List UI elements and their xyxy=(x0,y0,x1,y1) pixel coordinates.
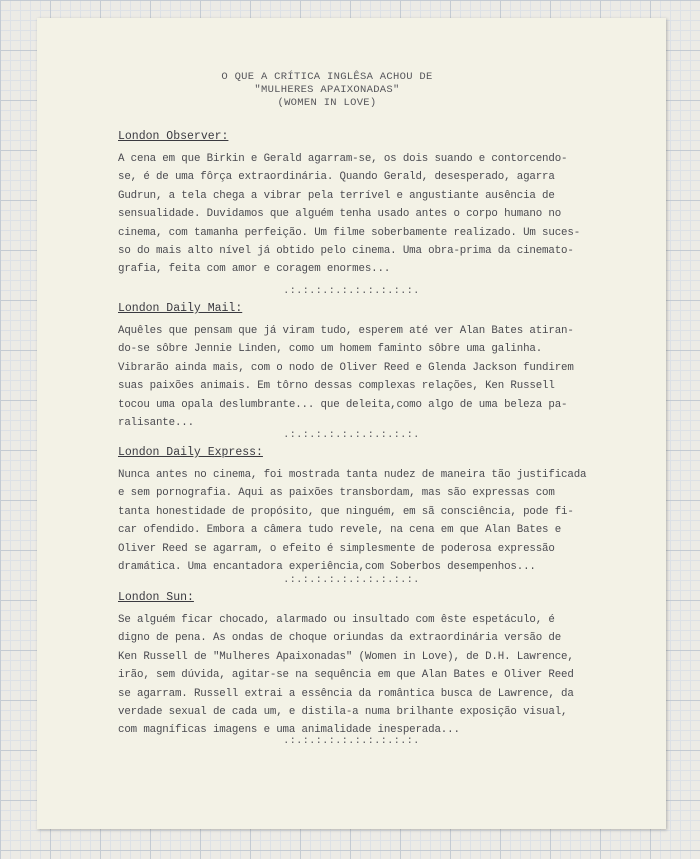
body-line: tocou uma opala deslumbrante... que deleita,como algo de uma beleza pa- xyxy=(118,398,568,411)
body-line: Se alguém ficar chocado, alarmado ou insultado com êste espetáculo, é xyxy=(118,614,555,626)
review-london-daily-mail xyxy=(118,302,622,432)
section-separator: .:.:.:.:.:.:.:.:.:.:. xyxy=(283,286,420,297)
body-line: verdade sexual de cada um, e distila-a numa brilhante exposição visual, xyxy=(118,706,568,719)
body-line: car ofendido. Embora a câmera tudo revele, na cena em que Alan Bates e xyxy=(118,524,562,537)
body-line: tanta honestidade de propósito, que ninguém, em sã consciência, pode fi- xyxy=(118,505,574,518)
body-line: grafia, feita com amor e coragem enormes... xyxy=(118,263,391,276)
body-line: Oliver Reed se agarram, o efeito é simplesmente de poderosa expressão xyxy=(118,542,555,555)
body-line: Vibrarão ainda mais, com o nodo de Oliver Reed e Glenda Jackson fundirem xyxy=(118,361,574,374)
body-line: so do mais alto nível já obtido pelo cinema. Uma obra-prima da cinemato- xyxy=(118,245,574,258)
section-separator: .:.:.:.:.:.:.:.:.:.:. xyxy=(283,736,420,747)
body-line: cinema, com tamanha perfeição. Um filme soberbamente realizado. Um suces- xyxy=(118,226,581,239)
body-line: se agarram. Russell extrai a essência da romântica busca de Lawrence, da xyxy=(118,687,574,700)
title-line-1: O QUE A CRÍTICA INGLÊSA ACHOU DE xyxy=(221,71,433,83)
section-separator: .:.:.:.:.:.:.:.:.:.:. xyxy=(283,430,420,441)
title-line-2: "MULHERES APAIXONADAS" xyxy=(254,84,400,96)
body-line: sensualidade. Duvidamos que alguém tenha usado antes o corpo humano no xyxy=(118,208,562,221)
document-title xyxy=(207,71,447,110)
body-line: do-se sôbre Jennie Linden, como um homem faminto sôbre uma galinha. xyxy=(118,343,543,356)
body-line: com magníficas imagens e uma animalidade inesperada... xyxy=(118,724,460,737)
review-london-observer xyxy=(118,130,622,279)
body-line: Nunca antes no cinema, foi mostrada tanta nudez de maneira tão justificada xyxy=(118,469,587,481)
section-separator: .:.:.:.:.:.:.:.:.:.:. xyxy=(283,575,420,586)
section-heading: London Daily Mail: xyxy=(118,302,243,315)
body-line: se, é de uma fôrça extraordinária. Quando Gerald, desesperado, agarra xyxy=(118,171,555,184)
body-line: Ken Russell de "Mulheres Apaixonadas" (Women in Love), de D.H. Lawrence, xyxy=(118,650,574,663)
body-line: e sem pornografia. Aqui as paixões transbordam, mas são expressas com xyxy=(118,487,555,500)
body-line: A cena em que Birkin e Gerald agarram-se, os dois suando e contorcendo- xyxy=(118,153,568,165)
body-line: Gudrun, a tela chega a vibrar pela terrível e angustiante ausência de xyxy=(118,189,555,202)
document-page xyxy=(37,18,666,829)
body-line: dramática. Uma encantadora experiência,com Soberbos desempenhos... xyxy=(118,561,536,574)
section-heading: London Sun: xyxy=(118,591,194,604)
section-heading: London Observer: xyxy=(118,130,229,143)
body-line: suas paixões animais. Em tôrno dessas complexas relações, Ken Russell xyxy=(118,380,555,393)
body-line: digno de pena. As ondas de choque oriundas da extraordinária versão de xyxy=(118,632,562,645)
title-line-3: (WOMEN IN LOVE) xyxy=(277,97,377,109)
body-line: ralisante... xyxy=(118,417,194,430)
body-line: irão, sem dúvida, agitar-se na sequência em que Alan Bates e Oliver Reed xyxy=(118,669,574,682)
body-line: Aquêles que pensam que já viram tudo, esperem até ver Alan Bates atiran- xyxy=(118,325,574,337)
review-london-sun xyxy=(118,591,622,740)
review-london-daily-express xyxy=(118,446,622,576)
section-heading: London Daily Express: xyxy=(118,446,263,459)
